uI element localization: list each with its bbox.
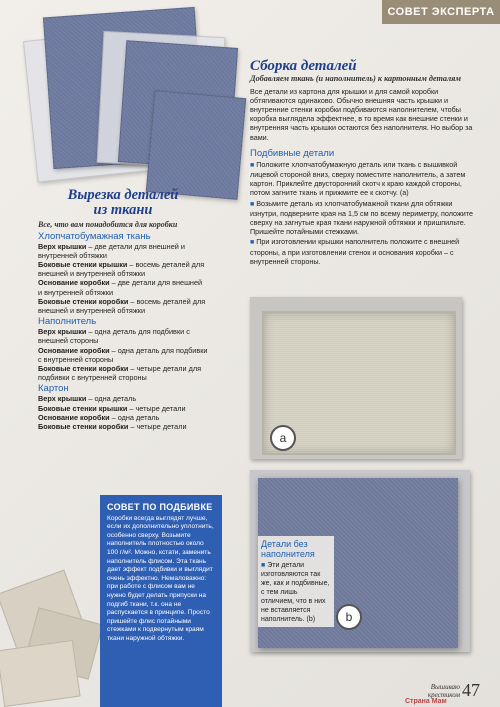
site-watermark: Страна Мам — [405, 698, 447, 705]
section-heading-filler: Наполнитель — [38, 316, 97, 328]
cutting-section — [38, 188, 208, 431]
fabric-squares-photo — [30, 4, 235, 204]
page-number: 47 — [462, 680, 480, 700]
list-item: Основание коробки – одна деталь для подбивки с внутренней стороны — [38, 345, 208, 364]
expert-advice-tag: СОВЕТ ЭКСПЕРТА — [382, 0, 500, 24]
list-item: Боковые стенки коробки – четыре детали для подбивки с внутренней стороны — [38, 363, 202, 383]
assembly-title: Сборка деталей — [250, 58, 357, 74]
square-bullet-icon: ■ — [250, 200, 255, 208]
instruction-bullet: ■ При изготовлении крышки наполнитель положите с внешней стороны, а при изготовлении стенок и основания коробки – с внутренней стороны. — [250, 237, 460, 266]
list-item: Верх крышки – две детали для внешней и внутренней обтяжки — [38, 241, 185, 260]
list-item: Боковые стенки крышки – четыре детали — [38, 403, 186, 413]
magazine-brand: Вышиваю крестиком — [427, 683, 460, 699]
assembly-intro: Все детали из картона для крышки и для самой коробки обтягиваются одинаково. Обычно внешняя часть крышки и внутренние стенки коробки подбиваются наполнителем, чтобы коробка выглядела эффектнее, в то время как внешние стенки и внутренняя часть крышки остаются без наполнителя. Но выбор за вами. — [250, 86, 473, 142]
instruction-bullet: ■ Возьмите деталь из хлопчатобумажной ткани для обтяжки изнутри, подверните края на 1,5 см по всему периметру, положите сверху на загнутые края ткани наружной обтяжки и пришпильте. Пришейте потайными стежками. — [250, 198, 473, 237]
list-item: Боковые стенки коробки – восемь деталей для внешней и внутренней обтяжки — [38, 296, 206, 315]
assembly-section — [250, 58, 475, 267]
tip-title: СОВЕТ ПО ПОДБИВКЕ — [107, 502, 213, 512]
photo-label-b: b — [336, 604, 362, 630]
square-bullet-icon: ■ — [261, 562, 266, 569]
section-heading-cardboard: Картон — [38, 383, 69, 395]
assembly-subtitle: Добавляем ткань (и наполнитель) к картонным деталям — [250, 74, 461, 83]
square-bullet-icon: ■ — [250, 161, 255, 169]
square-bullet-icon: ■ — [250, 239, 255, 247]
caption-title: Детали без наполнителя — [261, 539, 315, 559]
cutting-title: Вырезка деталей из ткани — [67, 187, 179, 218]
caption-text: ■ Эти детали изготовляются так же, как и подбивные, с тем лишь отличием, что в них не вставляется наполнитель. (b) — [261, 562, 330, 623]
padded-parts-heading: Подбивные детали — [250, 147, 335, 159]
list-item: Боковые стенки крышки – восемь деталей для внешней и внутренней обтяжки — [38, 259, 205, 279]
list-item: Боковые стенки коробки – четыре детали — [38, 421, 187, 431]
list-item: Верх крышки – одна деталь — [38, 394, 137, 404]
list-item: Верх крышки – одна деталь для подбивки с внешней стороны — [38, 327, 190, 346]
cutting-subtitle: Все, что вам понадобится для коробки — [38, 220, 178, 229]
unpadded-caption — [258, 536, 334, 627]
padding-tip-box — [100, 495, 222, 707]
cardboard-pieces-photo — [0, 560, 100, 707]
instruction-bullet: ■ Положите хлопчатобумажную деталь или ткань с вышивкой лицевой стороной вниз, сверху поместите наполнитель, а затем картон. Приклейте двусторонний скотч к краю каждой стороны, потом загните ткань и прижмите ее к скотчу. (a) — [250, 159, 466, 198]
photo-label-a: a — [270, 425, 296, 451]
section-heading-cotton: Хлопчатобумажная ткань — [38, 230, 151, 242]
list-item: Основание коробки – две детали для внешней и внутренней обтяжки — [38, 278, 203, 297]
list-item: Основание коробки – одна деталь — [38, 412, 160, 422]
padded-part-photo — [250, 297, 462, 459]
tip-text: Коробки всегда выглядят лучше, если их дополнительно уплотнить, особенно сверху. Возьмите наполнитель плотностью около 100 г/м². Можно, кстати, заменить наполнитель флисом. Эта ткань дает эффект подбивки и выглядит очень эффектно. Немаловажно: при работе с флисом вам не нужно будет делать припуски на подгиб ткани, т.к. она не распускается в принципе. Просто пришейте флис потайными стежками к подвернутым краям ткани наружной обтяжки. — [107, 514, 214, 642]
